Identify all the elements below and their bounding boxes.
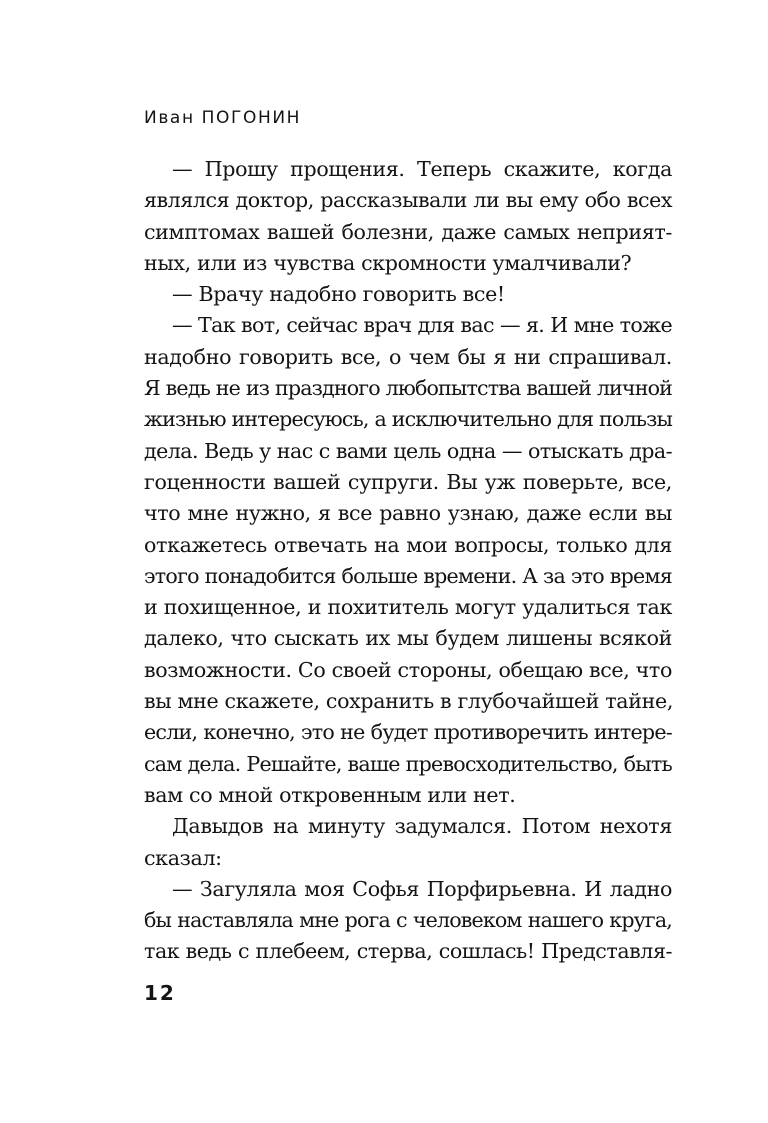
text-line: и похищенное, и похититель могут удалиться так [144, 595, 672, 620]
text-line: Давыдов на минуту задумался. Потом нехотя [172, 814, 672, 839]
body-text [144, 154, 672, 968]
text-line: бы наставляла мне рога с человеком нашего круга, [144, 908, 672, 933]
text-line: — Загуляла моя Софья Порфирьевна. И ладно [172, 876, 672, 901]
text-line: далеко, что сыскать их мы будем лишены всякой [144, 626, 672, 651]
text-line: сам дела. Решайте, ваше превосходительство, быть [144, 751, 672, 776]
text-line: Я ведь не из праздного любопытства вашей личной [144, 376, 672, 401]
text-line: надобно говорить все, о чем бы я ни спрашивал. [144, 344, 672, 369]
text-line: так ведь с плебеем, стерва, сошлась! Представля- [144, 939, 672, 964]
text-line: ных, или из чувства скромности умалчивали? [144, 250, 632, 275]
text-line: откажетесь отвечать на мои вопросы, только для [144, 532, 672, 557]
text-line: жизнью интересуюсь, а исключительно для пользы [144, 407, 672, 432]
text-line: — Прошу прощения. Теперь скажите, когда [172, 157, 672, 181]
text-line: возможности. Со своей стороны, обещаю все, что [144, 657, 672, 682]
text-line: дела. Ведь у нас с вами цель одна — отыскать дра- [144, 438, 672, 463]
text-line: являлся доктор, рассказывали ли вы ему обо всех [144, 188, 672, 213]
running-head: Иван ПОГОНИН [144, 108, 302, 128]
text-line: что мне нужно, я все равно узнаю, даже если вы [144, 501, 672, 526]
text-line: вам со мной откровенным или нет. [144, 782, 516, 807]
text-line: этого понадобится больше времени. А за это время [144, 563, 672, 588]
text-line: — Так вот, сейчас врач для вас — я. И мне тоже [172, 313, 672, 338]
text-line: гоценности вашей супруги. Вы уж поверьте, все, [144, 469, 672, 494]
text-line: симптомах вашей болезни, даже самых неприят- [144, 219, 672, 244]
text-line: — Врачу надобно говорить все! [172, 282, 505, 307]
text-line: вы мне скажете, сохранить в глубочайшей тайне, [144, 689, 674, 714]
text-line: если, конечно, это не будет противоречить интере- [144, 720, 672, 745]
page-number: 12 [144, 981, 176, 1005]
text-line: сказал: [144, 845, 222, 870]
